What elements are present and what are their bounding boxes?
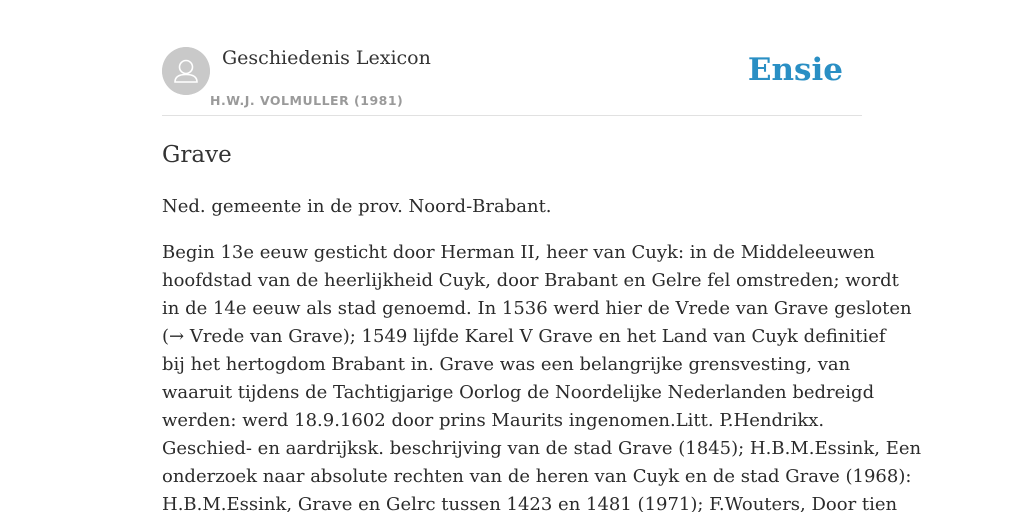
body-line: Begin 13e eeuw gesticht door Herman II, heer van Cuyk: in de Middeleeuwen [162,242,875,263]
body-line: hoofdstad van de heerlijkheid Cuyk, door Brabant en Gelre fel omstreden; wordt [162,270,899,291]
body-line: (→ Vrede van Grave); 1549 lijfde Karel V Grave en het Land van Cuyk definitief [162,326,886,347]
intro-paragraph: Ned. gemeente in de prov. Noord-Brabant. [162,196,552,217]
body-line: bij het hertogdom Brabant in. Grave was een belangrijke grensvesting, van [162,354,851,375]
article-page [162,0,922,512]
body-line: waaruit tijdens de Tachtigjarige Oorlog de Noordelijke Nederlanden bedreigd [162,382,875,403]
page-title: Grave [162,142,232,168]
body-line: in de 14e eeuw als stad genoemd. In 1536 werd hier de Vrede van Grave gesloten [162,298,912,319]
body-line: H.B.M.Essink, Grave en Gelrc tussen 1423 en 1481 (1971); F.Wouters, Door tien [162,494,898,512]
source-title-link[interactable]: Geschiedenis Lexicon [222,47,431,69]
body-line: werden: werd 18.9.1602 door prins Maurits ingenomen.Litt. P.Hendrikx. [162,410,825,431]
body-line: onderzoek naar absolute rechten van de heren van Cuyk en de stad Grave (1968): [162,466,912,487]
author-credit: H.W.J. VOLMULLER (1981) [210,93,404,108]
body-line: Geschied- en aardrijksk. beschrijving van de stad Grave (1845); H.B.M.Essink, Een [162,438,922,459]
source-header [162,0,862,116]
ensie-logo[interactable]: Ensie [747,52,843,88]
user-silhouette-icon[interactable] [162,47,210,95]
body-paragraph [162,239,922,512]
